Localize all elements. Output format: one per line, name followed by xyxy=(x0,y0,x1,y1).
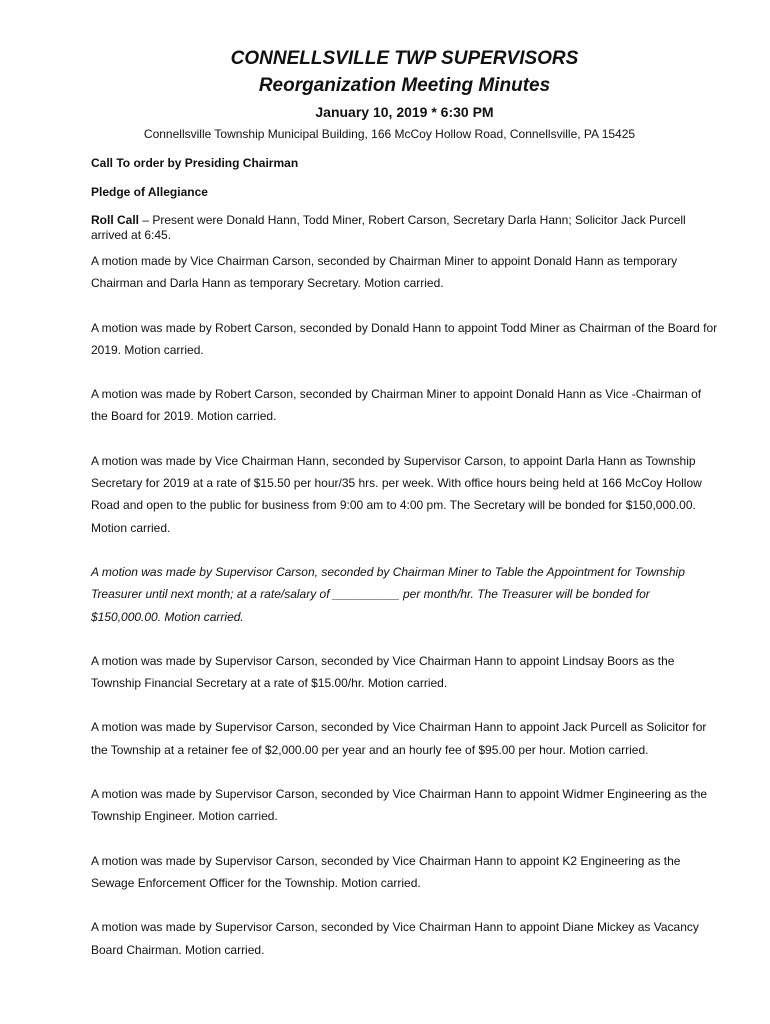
document-subtitle: Reorganization Meeting Minutes xyxy=(258,75,551,96)
roll-call-label: Roll Call xyxy=(91,213,140,227)
motion-paragraph: A motion was made by Supervisor Carson, seconded by Vice Chairman Hann to appoint Lindsay Boors as the Township Financial Secretary at a rate of $15.00/hr. Motion carried. xyxy=(91,653,675,691)
meeting-date-time: January 10, 2019 * 6:30 PM xyxy=(315,104,494,120)
meeting-location: Connellsville Township Municipal Building, 166 McCoy Hollow Road, Connellsville, PA 15425 xyxy=(143,127,636,141)
motion-paragraph: A motion was made by Supervisor Carson, seconded by Vice Chairman Hann to appoint Diane Mickey as Vacancy Board Chairman. Motion carried. xyxy=(91,920,699,957)
motion-paragraph: A motion was made by Robert Carson, seconded by Chairman Miner to appoint Donald Hann as Vice -Chairman of the Board for 2019. Motion carried. xyxy=(91,387,702,424)
motion-paragraph: A motion made by Vice Chairman Carson, seconded by Chairman Miner to appoint Donald Hann as temporary Chairman and Darla Hann as temporary Secretary. Motion carried. xyxy=(91,254,678,291)
pledge-heading: Pledge of Allegiance xyxy=(91,185,208,199)
roll-call-text: – Present were Donald Hann, Todd Miner, Robert Carson, Secretary Darla Hann; Solicitor Jack Purcell arrived at 6:45. xyxy=(91,213,686,242)
motion-paragraph: A motion was made by Vice Chairman Hann, seconded by Supervisor Carson, to appoint Darla Hann as Township Secretary for 2019 at a rate of $15.50 per hour/35 hrs. per week. With office hours being held at 166 McCoy Hollow Road and open to the public for business from 9:00 am to 4:00 pm. The Secretary will be bonded for $150,000.00. Motion carried. xyxy=(91,453,702,535)
motion-paragraph: A motion was made by Supervisor Carson, seconded by Vice Chairman Hann to appoint K2 Engineering as the Sewage Enforcement Officer for the Township. Motion carried. xyxy=(91,853,681,890)
document-title: CONNELLSVILLE TWP SUPERVISORS xyxy=(230,48,579,69)
motion-paragraph: A motion was made by Supervisor Carson, seconded by Vice Chairman Hann to appoint Widmer Engineering as the Township Engineer. Motion carried. xyxy=(91,787,708,824)
motion-paragraph: A motion was made by Supervisor Carson, seconded by Vice Chairman Hann to appoint Jack Purcell as Solicitor for the Township at a retainer fee of $2,000.00 per year and an hourly fee of $95.00 per hour. Motion carried. xyxy=(91,720,707,757)
call-to-order-heading: Call To order by Presiding Chairman xyxy=(91,156,299,170)
motion-paragraph: A motion was made by Robert Carson, seconded by Donald Hann to appoint Todd Miner as Chairman of the Board for 2019. Motion carried. xyxy=(91,320,718,357)
roll-call-paragraph xyxy=(91,213,718,243)
tabled-motion-paragraph: A motion was made by Supervisor Carson, seconded by Chairman Miner to Table the Appointment for Township Treasurer until next month; at a rate/salary of __________ per month/hr. The Treasurer will be bonded for $150,000.00. Motion carried. xyxy=(91,564,685,624)
